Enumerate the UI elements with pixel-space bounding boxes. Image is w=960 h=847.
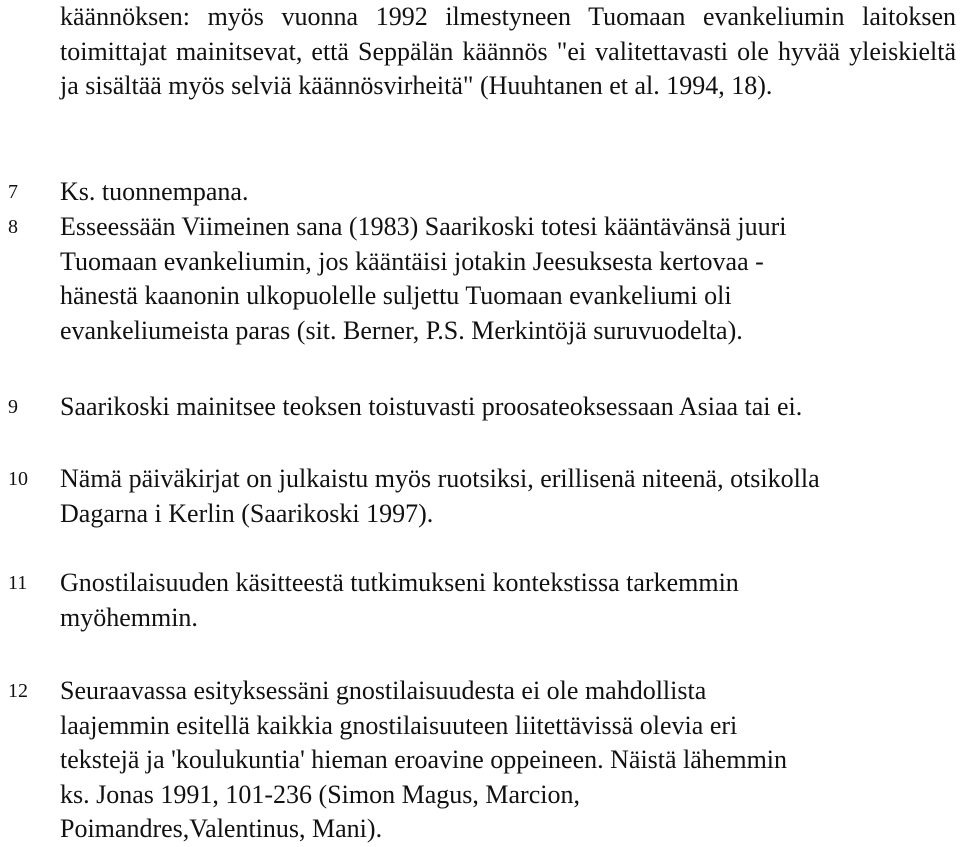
footnote-text-12: Seuraavassa esityksessäni gnostilaisuudesta ei ole mahdollista laajemmin esitellä kaikkia gnostilaisuuteen liitettävissä olevia eri tekstejä ja 'koulukuntia' hieman eroavine oppeineen. Näistä lähemmin ks. Jonas 1991, 101-236 (Simon Magus, Marcion, Poimandres,Valentinus, Mani). <box>60 676 788 843</box>
footnote-number-12: 12 <box>8 680 28 702</box>
footnote-text-8: Esseessään Viimeinen sana (1983) Saarikoski totesi kääntävänsä juuri Tuomaan evankeliumin, jos kääntäisi jotakin Jeesuksesta kertovaa - hänestä kaanonin ulkopuolelle suljettu Tuomaan evankeliumi oli evankeliumeista paras (sit. Berner, P.S. Merkintöjä suruvuodelta). <box>60 212 787 345</box>
footnote-number-7: 7 <box>8 181 18 203</box>
footnote-text-7: Ks. tuonnempana. <box>60 177 249 206</box>
footnote-number-9: 9 <box>8 396 18 418</box>
footnote-number-11: 11 <box>8 572 28 594</box>
footnote-number-8: 8 <box>8 216 18 238</box>
footnote-number-10: 10 <box>8 468 28 490</box>
footnote-text-11: Gnostilaisuuden käsitteestä tutkimukseni kontekstissa tarkemmin myöhemmin. <box>60 568 739 632</box>
continued-footnote-text: käännöksen: myös vuonna 1992 ilmestyneen Tuomaan evankeliumin laitoksen toimittajat mainitsevat, että Seppälän käännös "ei valitettavasti ole hyvää yleiskieltä ja sisältää myös selviä käännösvirheitä" (Huuhtanen et al. 1994, 18). <box>60 2 956 100</box>
footnote-text-10: Nämä päiväkirjat on julkaistu myös ruotsiksi, erillisenä niteenä, otsikolla Dagarna i Kerlin (Saarikoski 1997). <box>60 464 820 528</box>
footnote-text-9: Saarikoski mainitsee teoksen toistuvasti proosateoksessaan Asiaa tai ei. <box>60 392 803 421</box>
